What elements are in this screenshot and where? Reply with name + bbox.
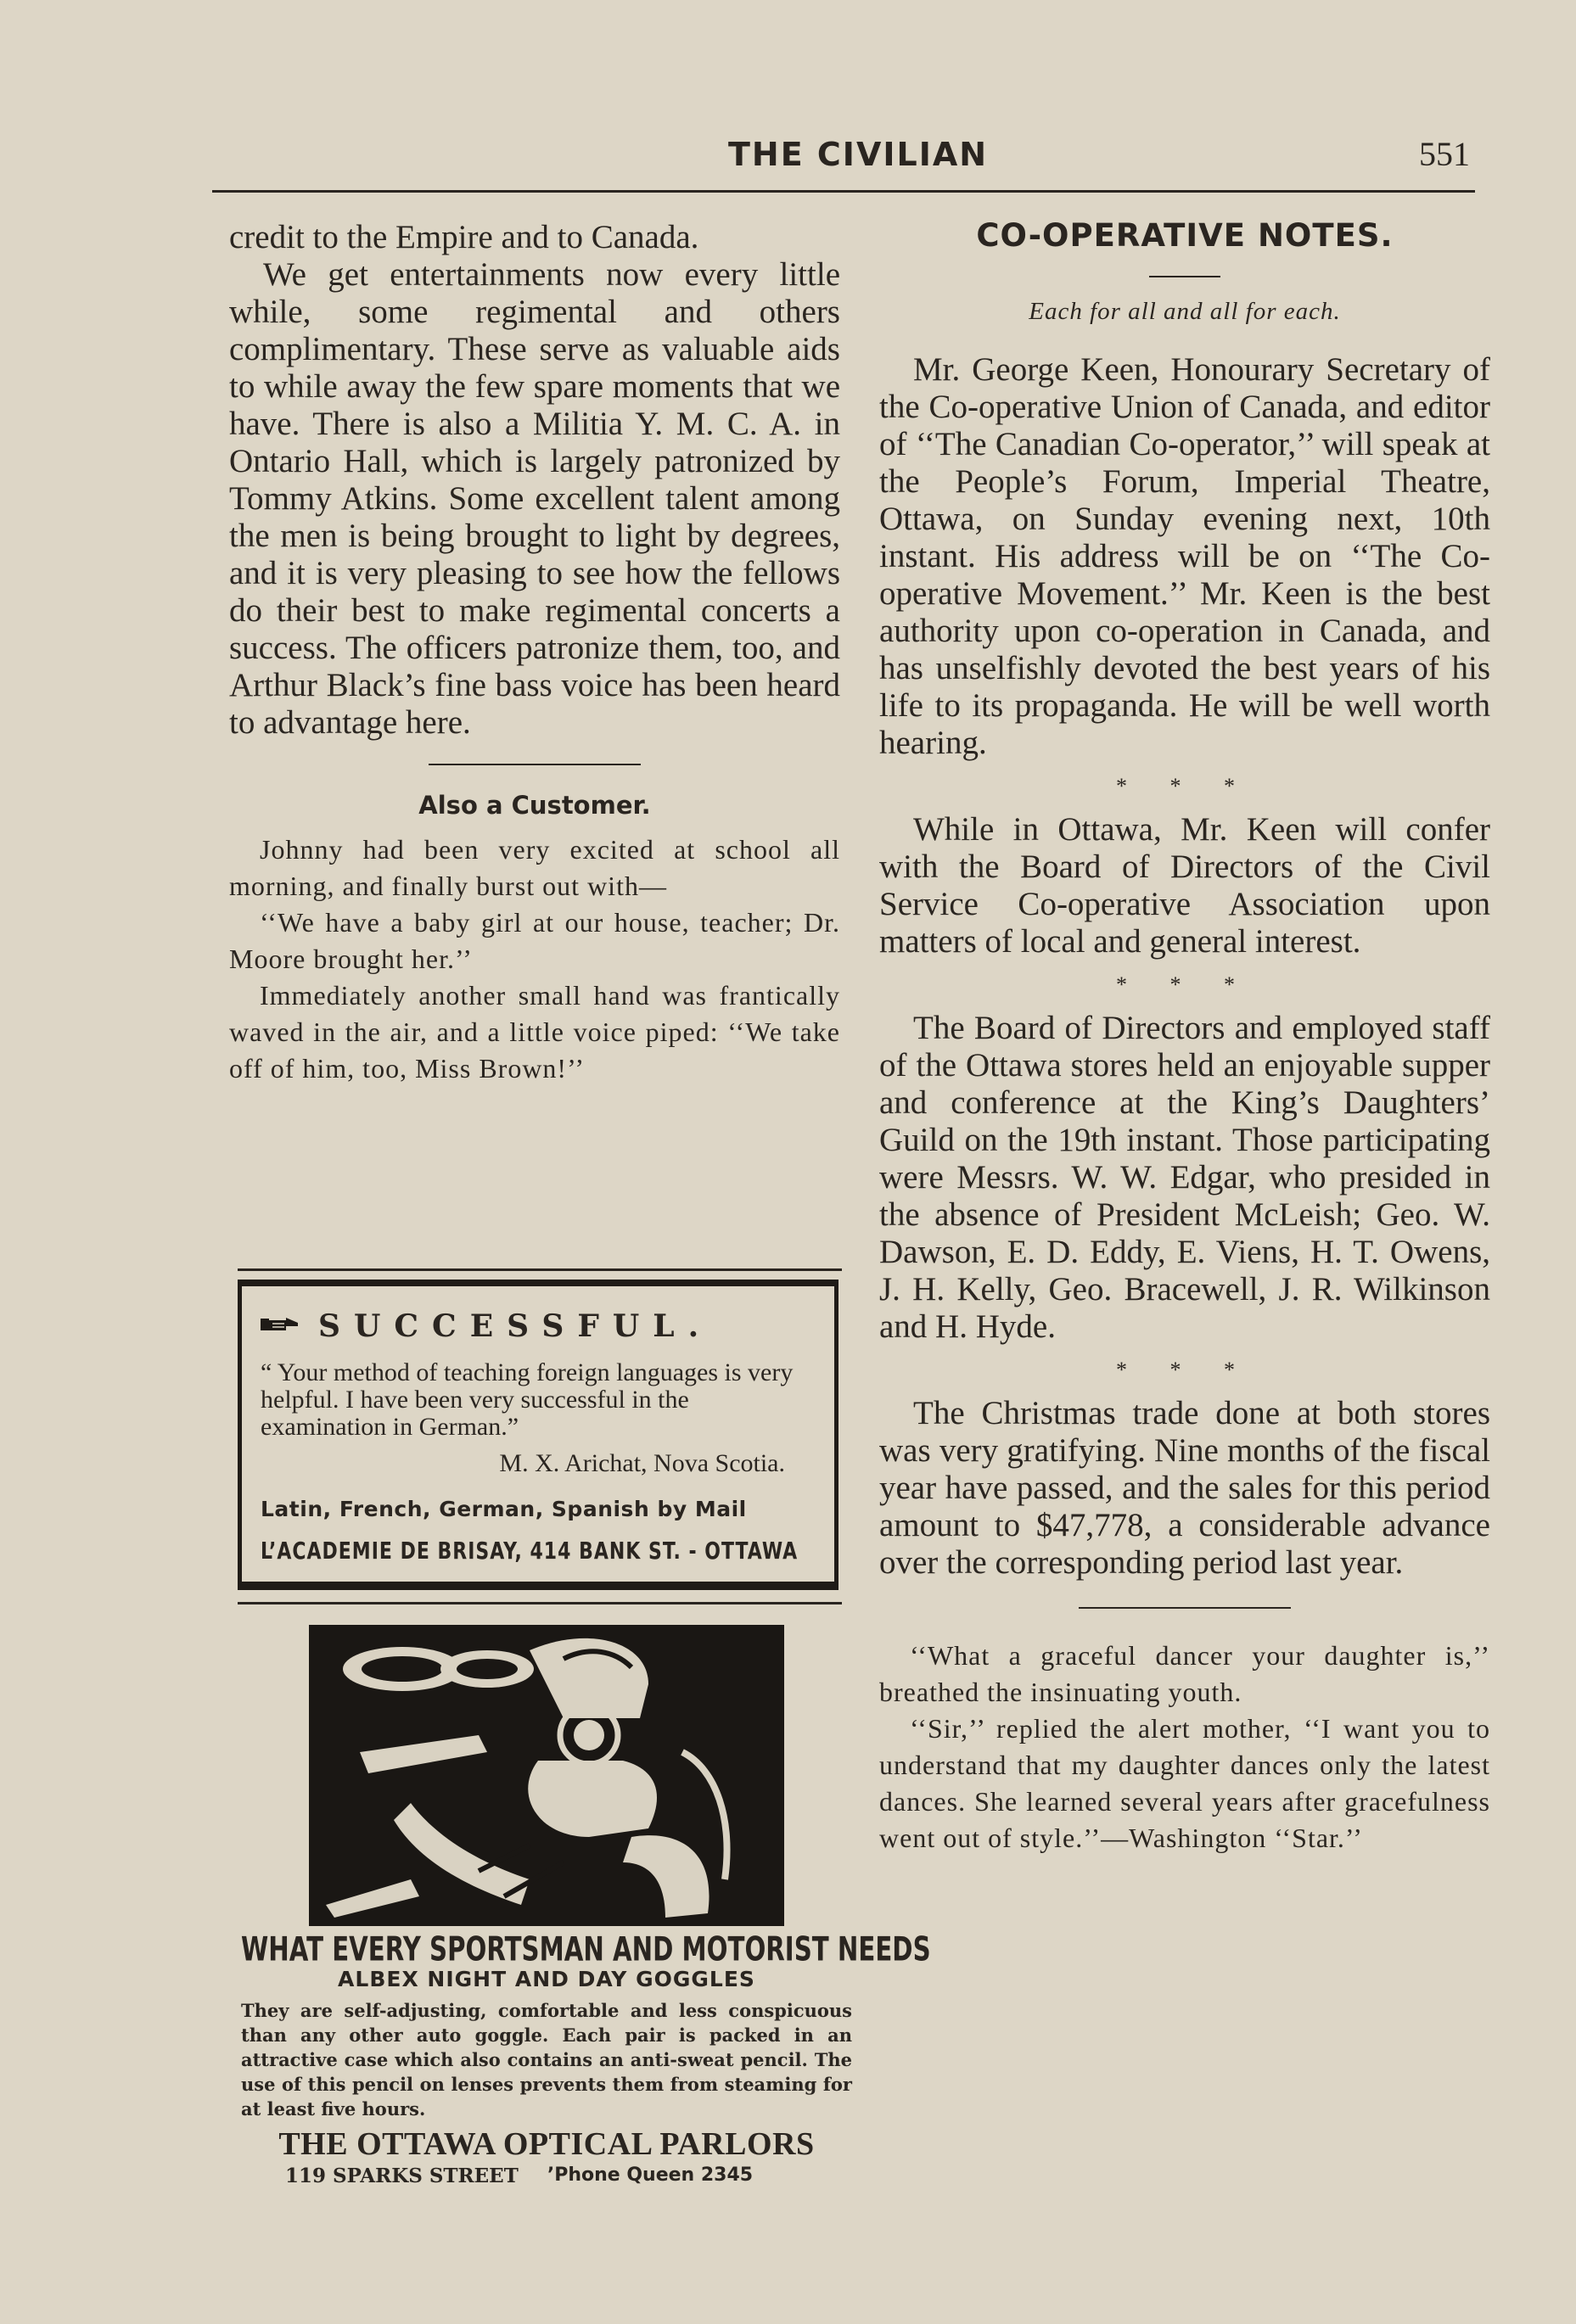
separator-stars: * * *: [1116, 972, 1254, 997]
goggles-subheadline: ALBEX NIGHT AND DAY GOGGLES: [338, 1967, 755, 1991]
left-column: [229, 219, 840, 1087]
pointing-hand-icon: [261, 1315, 301, 1338]
ad-testimonial: “ Your method of teaching foreign languages is very helpful. I have been very successful in the examination in German.”: [261, 1358, 794, 1441]
letter-paragraph: We get entertainments now every little while, some regimental and others complimentary. These serve as valuable aids to while away the few spare moments that we have. There is also a Militia Y. M. C. A. in Ontario Hall, which is largely patronized by Tommy Atkins. Some excellent talent among the men is being brought to light by degrees, and it is very pleasing to see how the fellows do their best to make regimental concerts a success. The officers patronize them, too, and Arthur Black’s fine bass voice has been heard to advantage here.: [229, 256, 840, 741]
notes-paragraph: While in Ottawa, Mr. Keen will confer with the Board of Directors of the Civil Service Co-operative Association upon matters of local and general interest.: [879, 811, 1490, 960]
shop-name: THE OTTAWA OPTICAL PARLORS: [278, 2126, 815, 2162]
shop-phone: ’Phone Queen 2345: [547, 2164, 754, 2186]
goggles-headline: WHAT EVERY SPORTSMAN AND MOTORIST NEEDS: [241, 1930, 931, 1969]
ad-headline: SUCCESSFUL.: [318, 1308, 713, 1344]
continued-paragraph: credit to the Empire and to Canada.: [229, 219, 699, 255]
closing-anecdote-paragraph: ‘‘Sir,’’ replied the alert mother, ‘‘I want you to understand that my daughter dances only the latest dances. She learned several years after gracefulness went out of style.’’—Washington ‘‘Star.’’: [879, 1713, 1490, 1853]
anecdote-paragraph: ‘‘We have a baby girl at our house, teacher; Dr. Moore brought her.’’: [229, 907, 840, 974]
ad-bottom-rule: [238, 1602, 842, 1604]
shop-street: 119 SPARKS STREET: [285, 2164, 519, 2187]
anecdote-title: Also a Customer.: [418, 791, 651, 820]
section-divider: [429, 764, 641, 765]
section-title: CO-OPERATIVE NOTES.: [976, 217, 1394, 254]
title-divider: [1149, 276, 1220, 277]
academy-advertisement: [238, 1280, 838, 1590]
section-divider: [1079, 1607, 1291, 1609]
ad-address: L’ACADEMIE DE BRISAY, 414 BANK ST. - OTTAWA: [261, 1538, 799, 1565]
goggles-description: They are self-adjusting, comfortable and less conspicuous than any other auto goggle. Each pair is packed in an attractive case which also contains an anti-sweat pencil. The use of this pencil on lenses prevents them from steaming for at least five hours.: [241, 2000, 852, 2120]
anecdote-paragraph: Johnny had been very excited at school all morning, and finally burst out with—: [229, 834, 840, 901]
header-rule: [212, 190, 1475, 193]
running-title: THE CIVILIAN: [728, 136, 989, 173]
section-motto: Each for all and all for each.: [1029, 298, 1341, 325]
anecdote-paragraph: Immediately another small hand was frantically waved in the air, and a little voice piped: ‘‘We take off of him, too, Miss Brown!’’: [229, 980, 840, 1084]
page-number: 551: [1419, 135, 1470, 173]
separator-stars: * * *: [1116, 1358, 1254, 1382]
closing-anecdote-paragraph: ‘‘What a graceful dancer your daughter is,’’ breathed the insinuating youth.: [879, 1640, 1490, 1707]
notes-paragraph: Mr. George Keen, Honourary Secretary of the Co-operative Union of Canada, and editor of ‘‘The Canadian Co-operator,’’ will speak at the People’s Forum, Imperial Theatre, Ottawa, on Sunday evening next, 10th instant. His address will be on ‘‘The Co-operative Movement.’’ Mr. Keen is the best authority upon co-operation in Canada, and has unselfishly devoted the best years of his life to its propaganda. He will be well worth hearing.: [879, 351, 1490, 761]
ad-languages: Latin, French, German, Spanish by Mail: [261, 1497, 747, 1521]
ad-testimonial-signature: M. X. Arichat, Nova Scotia.: [499, 1449, 785, 1477]
separator-stars: * * *: [1116, 774, 1254, 798]
ad-top-rule: [238, 1268, 842, 1271]
motorist-illustration: [309, 1625, 784, 1926]
right-column: [879, 210, 1490, 1856]
notes-paragraph: The Board of Directors and employed staff of the Ottawa stores held an enjoyable supper and conference at the King’s Daughters’ Guild on the 19th instant. Those participating were Messrs. W. W. Edgar, who presided in the absence of President McLeish; Geo. W. Dawson, E. D. Eddy, E. Viens, H. T. Owens, J. H. Kelly, Geo. Bracewell, J. R. Wilkinson and H. Hyde.: [879, 1010, 1490, 1345]
notes-paragraph: The Christmas trade done at both stores was very gratifying. Nine months of the fiscal year have passed, and the sales for this period amount to $47,778, a considerable advance over the corresponding period last year.: [879, 1395, 1490, 1581]
